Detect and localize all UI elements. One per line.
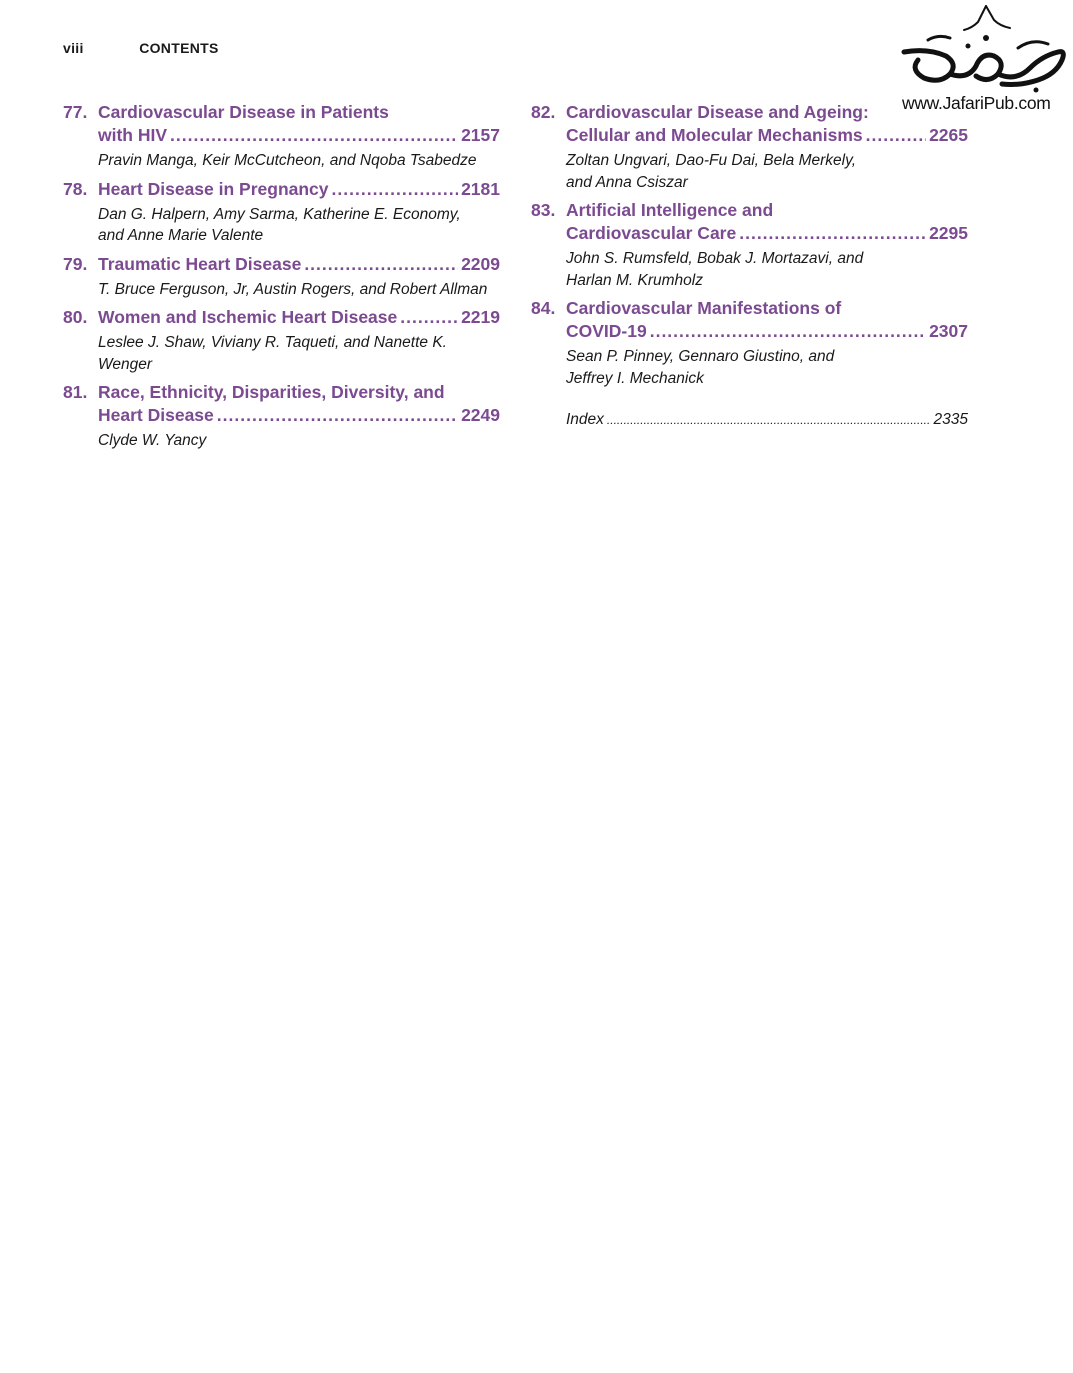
chapter-title	[98, 253, 500, 276]
page-folio: viii	[63, 40, 84, 56]
title-last-line	[566, 124, 968, 147]
chapter-title	[566, 199, 968, 245]
chapter-number: 79.	[63, 253, 88, 274]
page-number: 2249	[461, 405, 500, 425]
chapter-authors	[98, 150, 500, 172]
chapter-title	[566, 297, 968, 343]
calligraphy-logo-icon	[898, 4, 1068, 94]
chapter-title	[98, 101, 500, 147]
title-last-line	[98, 178, 500, 201]
toc-entry-83[interactable]	[531, 199, 968, 291]
author-line: Dan G. Halpern, Amy Sarma, Katherine E. Economy,	[98, 205, 461, 223]
chapter-authors	[566, 346, 968, 389]
chapter-authors	[566, 150, 968, 193]
chapter-title	[98, 178, 500, 201]
title-last-line	[566, 222, 968, 245]
chapter-number: 77.	[63, 102, 88, 122]
toc-entry-79[interactable]	[63, 253, 500, 301]
chapter-authors	[98, 204, 500, 247]
title-last-line	[98, 124, 500, 147]
author-line: Sean P. Pinney, Gennaro Giustino, and	[566, 348, 835, 365]
author-line: Leslee J. Shaw, Viviany R. Taqueti, and Nanette K. Wenger	[98, 334, 447, 373]
title-line: Cardiovascular Disease and Ageing:	[566, 102, 869, 122]
author-line: Zoltan Ungvari, Dao-Fu Dai, Bela Merkely,	[566, 152, 857, 169]
dot-leader	[650, 320, 926, 343]
title-text: Heart Disease	[98, 405, 214, 425]
chapter-authors	[98, 279, 500, 301]
chapter-authors	[98, 430, 500, 452]
chapter-number: 81.	[63, 382, 88, 402]
title-line: Artificial Intelligence and	[566, 200, 774, 220]
running-head	[63, 40, 219, 56]
running-title: CONTENTS	[139, 40, 219, 56]
chapter-title	[566, 101, 968, 147]
title-text: with HIV	[98, 125, 168, 145]
author-line: and Anna Csiszar	[566, 173, 688, 191]
dot-leader	[866, 124, 926, 147]
chapter-title	[98, 306, 500, 329]
chapter-number: 78.	[63, 178, 88, 199]
dot-leader	[739, 222, 926, 245]
author-line: T. Bruce Ferguson, Jr, Austin Rogers, and Robert Allman	[98, 280, 488, 298]
title-last-line	[98, 404, 500, 427]
title-text: COVID-19	[566, 321, 647, 341]
title-last-line	[98, 253, 500, 276]
page-number: 2307	[929, 321, 968, 341]
title-text: Heart Disease in Pregnancy	[98, 178, 329, 199]
page-number: 2219	[461, 307, 500, 327]
dot-leader	[332, 178, 459, 201]
chapter-number: 84.	[531, 298, 556, 318]
author-line: Pravin Manga, Keir McCutcheon, and Nqoba Tsabedze	[98, 152, 477, 169]
dot-leader	[400, 306, 458, 329]
chapter-authors	[98, 332, 500, 375]
toc-entry-78[interactable]	[63, 178, 500, 247]
toc-entry-index[interactable]	[531, 411, 968, 429]
contents-column-left	[63, 101, 500, 458]
page-number: 2335	[933, 411, 968, 428]
index-label: Index	[566, 411, 604, 428]
chapter-title	[98, 381, 500, 427]
title-text: Women and Ischemic Heart Disease	[98, 307, 398, 327]
publisher-url: www.JafariPub.com	[902, 93, 1051, 113]
chapter-number: 83.	[531, 200, 556, 220]
dot-leader	[607, 413, 931, 427]
title-line: Race, Ethnicity, Disparities, Diversity, and	[98, 382, 445, 402]
author-line: Clyde W. Yancy	[98, 432, 207, 449]
title-last-line	[98, 306, 500, 329]
toc-entry-82[interactable]	[531, 101, 968, 193]
title-text: Traumatic Heart Disease	[98, 253, 302, 274]
chapter-number: 82.	[531, 102, 556, 122]
chapter-number: 80.	[63, 307, 88, 327]
chapter-authors	[566, 248, 968, 291]
author-line: Jeffrey I. Mechanick	[566, 369, 704, 387]
page-number: 2209	[461, 253, 500, 274]
author-line: and Anne Marie Valente	[98, 227, 264, 244]
page-number: 2295	[929, 223, 968, 243]
title-text: Cardiovascular Care	[566, 223, 737, 243]
title-line: Cardiovascular Disease in Patients	[98, 102, 389, 122]
author-line: John S. Rumsfeld, Bobak J. Mortazavi, and	[566, 250, 864, 267]
publisher-logo	[898, 4, 1073, 114]
toc-entry-80[interactable]	[63, 306, 500, 375]
page-number: 2181	[461, 178, 500, 199]
title-line: Cardiovascular Manifestations of	[566, 298, 842, 318]
page-number: 2157	[461, 125, 500, 145]
title-last-line	[566, 320, 968, 343]
title-text: Cellular and Molecular Mechanisms	[566, 125, 863, 145]
contents-column-right	[531, 101, 968, 429]
dot-leader	[170, 124, 458, 147]
dot-leader	[217, 404, 458, 427]
toc-entry-77[interactable]	[63, 101, 500, 172]
page-number: 2265	[929, 125, 968, 145]
toc-entry-84[interactable]	[531, 297, 968, 389]
author-line: Harlan M. Krumholz	[566, 271, 703, 289]
toc-entry-81[interactable]	[63, 381, 500, 452]
dot-leader	[304, 253, 458, 276]
